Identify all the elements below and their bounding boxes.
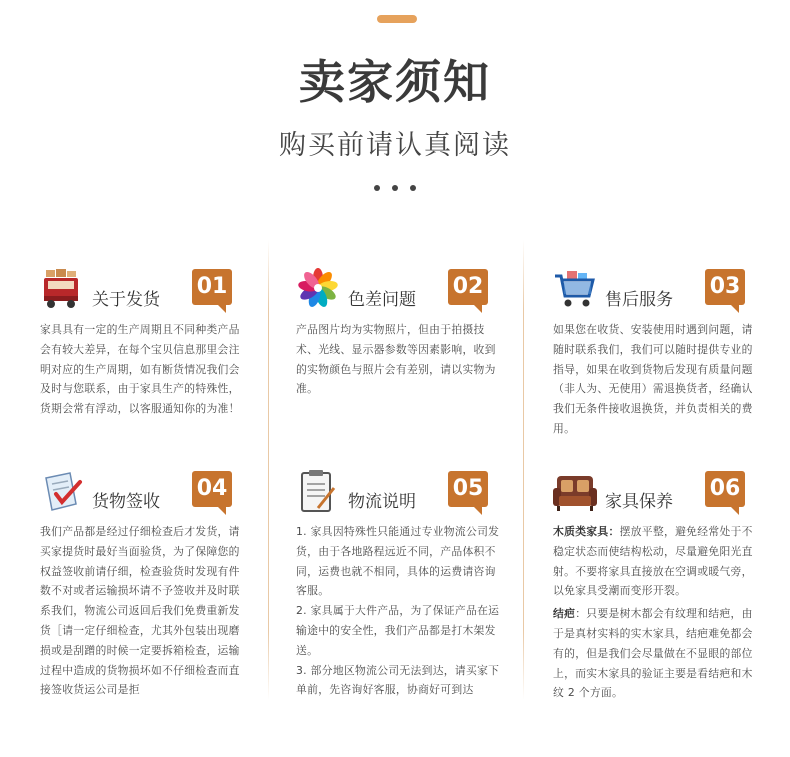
number-badge: 06 [705,471,745,507]
card-body-text: 2. 家具属于大件产品，为了保证产品在运输途中的安全性，我们产品都是打木架发送。 [296,604,500,657]
card-delivery-receipt [40,470,245,700]
color-wheel-icon [296,268,340,312]
card-title: 物流说明 [348,492,416,512]
sofa-icon [553,470,597,514]
card-body-text: 如果您在收货、安装使用时遇到问题，请随时联系我们，我们可以随时提供专业的指导，如果在收到货物后发现有质量问题（非人为、无使用）需退换货者，经确认我们无条件接收退换货，并负责相关的费用。 [553,323,753,435]
card-title: 关于发货 [92,290,160,310]
number-badge: 02 [448,269,488,305]
number-badge: 05 [448,471,488,507]
card-body-text: 我们产品都是经过仔细检查后才发货，请买家提货时最好当面验货，为了保障您的权益签收前请仔细，检查验货时发现有件数不对或者运输损坏请不予签收并及时联系我们，物流公司返回后我们免费重新发货［请一定仔细检查，尤其外包装出现磨损或是刮蹭的时候一定要拆箱检查，运输过程中造成的货物损坏如不仔细检查而直接签收货运公司是拒 [40,525,240,697]
number-badge: 03 [705,269,745,305]
wood-care-paragraph [553,522,758,601]
shopping-cart-icon [553,268,597,312]
delivery-truck-icon [40,268,84,312]
card-title: 售后服务 [605,290,673,310]
page-subtitle: 购买前请认真阅读 [279,130,511,161]
card-title: 家具保养 [605,492,673,512]
card-shipping [40,268,245,419]
card-title: 货物签收 [92,492,160,512]
knot-text: ：只要是树木都会有纹理和结疤，由于是真材实料的实木家具，结疤难免都会有的，但是我们会尽量做在不显眼的部位上，而实木家具的验证主要是看结疤和木纹 2 个方面。 [553,607,753,700]
card-body-text: 3. 部分地区物流公司无法到达，请买家下单前，先咨询好客服，协商好可到达 [296,663,500,697]
clipboard-icon [296,470,340,514]
knot-paragraph [553,604,758,703]
card-after-sales [553,268,758,439]
checklist-sign-icon [40,470,84,514]
wood-care-label: 木质类家具： [553,525,620,538]
column-divider [268,240,269,700]
wood-care-text: 摆放平整，避免经常处于不稳定状态而使结构松动，尽量避免阳光直射。不要将家具直接放在空调或暖气旁，以免家具受潮而变形开裂。 [553,525,753,598]
top-accent-bar [377,15,417,23]
card-body-text: 产品图片均为实物照片，但由于拍摄技术、光线、显示器参数等因素影响，收到的实物颜色与照片会有差别，请以实物为准。 [296,323,496,396]
page-title: 卖家须知 [299,55,491,109]
column-divider [523,240,524,700]
knot-label: 结疤 [553,607,576,621]
card-color-difference [296,268,501,399]
card-title: 色差问题 [348,290,416,310]
decorative-dots [374,185,416,193]
number-badge: 04 [192,471,232,507]
card-logistics [296,470,501,700]
card-body-text: 家具具有一定的生产周期且不同种类产品会有较大差异，在每个宝贝信息那里会注明对应的生产周期，如有断货情况我们会及时与您联系，由于家具生产的特殊性，货期会常有浮动，以客服通知你的为准！ [40,323,240,416]
number-badge: 01 [192,269,232,305]
card-body-text: 1. 家具因特殊性只能通过专业物流公司发货，由于各地路程远近不同，产品体积不同，运费也就不相同，具体的运费请咨询客服。 [296,525,500,598]
card-furniture-care [553,470,758,703]
